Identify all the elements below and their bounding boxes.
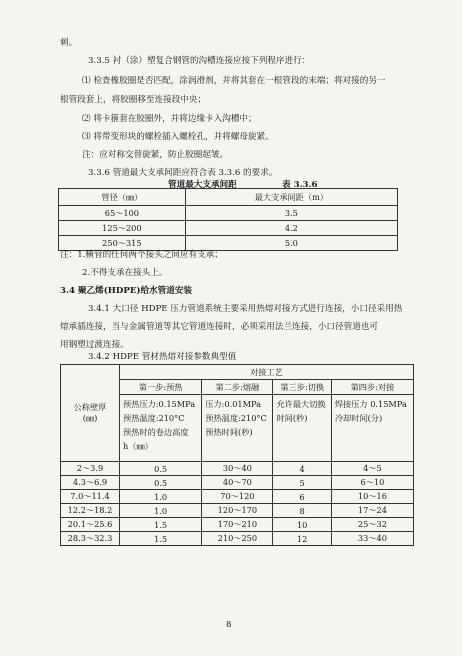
section-heading: 3.4 聚乙烯(HDPE)给水管道安装 [60,286,193,296]
text-line: 3.3.6 管道最大支承间距应符合表 3.3.6 的要求。 [88,168,278,178]
text-line: ⑵ 将卡箍套在胶圈外，并将边缘卡入沟槽中； [82,114,257,124]
table-cell: 30～40 [202,462,273,476]
step-detail-cell [273,395,331,462]
step-detail: 预热时间(秒) [205,427,253,437]
table-cell: 4 [273,462,331,476]
table-cell: 120～170 [202,504,273,518]
table-cell: 6 [273,490,331,504]
table-cell: 4.2 [185,221,397,236]
table-header: 公称壁厚 [73,402,107,412]
table-header: 最大支承间距（m） [185,189,397,206]
text-line: 根管段套上，将胶圈移至连接段中央； [60,95,207,105]
table-row [61,532,414,546]
step-detail: 允许最大切换 [276,399,326,409]
table-cell: 0.5 [120,476,202,490]
text-line: 3.3.5 衬（涂）塑复合钢管的沟槽连接应按下列程序进行： [88,56,311,66]
table-cell: 8 [273,504,331,518]
table-cell: 125～200 [59,221,186,236]
step-header: 第四步:对接 [331,380,413,395]
step-detail: h（㎜） [123,441,153,451]
text-line: 注：应对称交替旋紧，防止胶圈起皱。 [82,150,229,160]
table-row [61,504,414,518]
support-spacing-table [58,188,398,251]
table-header: 管径（㎜） [59,189,186,206]
table-cell: 4～5 [331,462,413,476]
table-row [61,476,414,490]
text-line: 3.4.1 大口径 HDPE 压力管道系统主要采用热熔对接方式进行连接，小口径采用热 [88,304,403,314]
table-cell: 10 [273,518,331,532]
table-cell: 7.0～11.4 [61,490,120,504]
table-cell: 210～250 [202,532,273,546]
step-header: 第二步:熔融 [202,380,273,395]
table-cell: 65～100 [59,206,186,221]
step-detail: 预热压力:0.15MPa [123,399,196,409]
table-cell: 250～315 [59,236,186,251]
step-detail: 焊接压力 0.15MPa [334,399,407,409]
table-cell: 10～16 [331,490,413,504]
table-cell: 2～3.9 [61,462,120,476]
table-row [61,490,414,504]
table-cell: 6～10 [331,476,413,490]
hdpe-fusion-parameters-table [60,364,414,546]
step-detail: 压力:0.01MPa [205,399,262,409]
step-header: 第三步:切换 [273,380,331,395]
table-cell: 12 [273,532,331,546]
page-number: 8 [226,620,232,630]
step-detail-cell [120,395,202,462]
table-cell: 4.3～6.9 [61,476,120,490]
text-line: 用钢塑过渡连接。 [60,340,129,350]
note-line: 2.不得支承在接头上。 [82,268,168,278]
table-cell: 17～24 [331,504,413,518]
table-cell: 5 [273,476,331,490]
note-line: 注：1.横管的任何两个接头之间应有支承； [60,250,223,260]
table-cell: 20.1～25.6 [61,518,120,532]
table-cell: 70～120 [202,490,273,504]
table-header-unit: (㎜) [82,413,98,423]
table-row [61,462,414,476]
table-cell: 5.0 [185,236,397,251]
group-header: 对接工艺 [120,365,414,380]
table-cell: 3.5 [185,206,397,221]
table-cell: 1.5 [120,518,202,532]
table-cell: 1.0 [120,504,202,518]
table-cell: 12.2～18.2 [61,504,120,518]
step-detail-cell [331,395,413,462]
table-cell: 0.5 [120,462,202,476]
table-cell: 28.3～32.3 [61,532,120,546]
step-header: 第一步:预热 [120,380,202,395]
step-detail: 时间(秒) [276,413,308,423]
step-detail: 预热时的卷边高度 [123,427,189,437]
table-cell: 1.0 [120,490,202,504]
table-cell: 33～40 [331,532,413,546]
text-line: 3.4.2 HDPE 管材热熔对接参数典型值 [88,352,237,362]
table-cell: 170～210 [202,518,273,532]
text-line: ⑴ 检查橡胶圈是否匹配，涂润滑剂，并将其套在一根管段的末端；将对接的另一 [82,76,386,86]
text-line: 熔承插连接，当与金属管道等其它管道连接时，必须采用法兰连接，小口径管道也可 [60,322,378,332]
step-detail: 冷却时间(分) [334,413,383,423]
table-caption: 管道最大支承间距 [168,180,237,190]
text-line: 刺。 [60,38,78,48]
table-cell: 40～70 [202,476,273,490]
wall-thickness-header-cell [61,365,120,462]
step-detail: 预热温度:210°C [205,413,267,423]
table-cell: 25～32 [331,518,413,532]
table-number: 表 3.3.6 [282,180,318,190]
step-detail: 预热温度:210°C [123,413,185,423]
table-cell: 1.5 [120,532,202,546]
step-detail-cell [202,395,273,462]
table-row [61,518,414,532]
text-line: ⑶ 将带变形块的螺栓插入螺栓孔，并将螺母旋紧。 [82,132,274,142]
